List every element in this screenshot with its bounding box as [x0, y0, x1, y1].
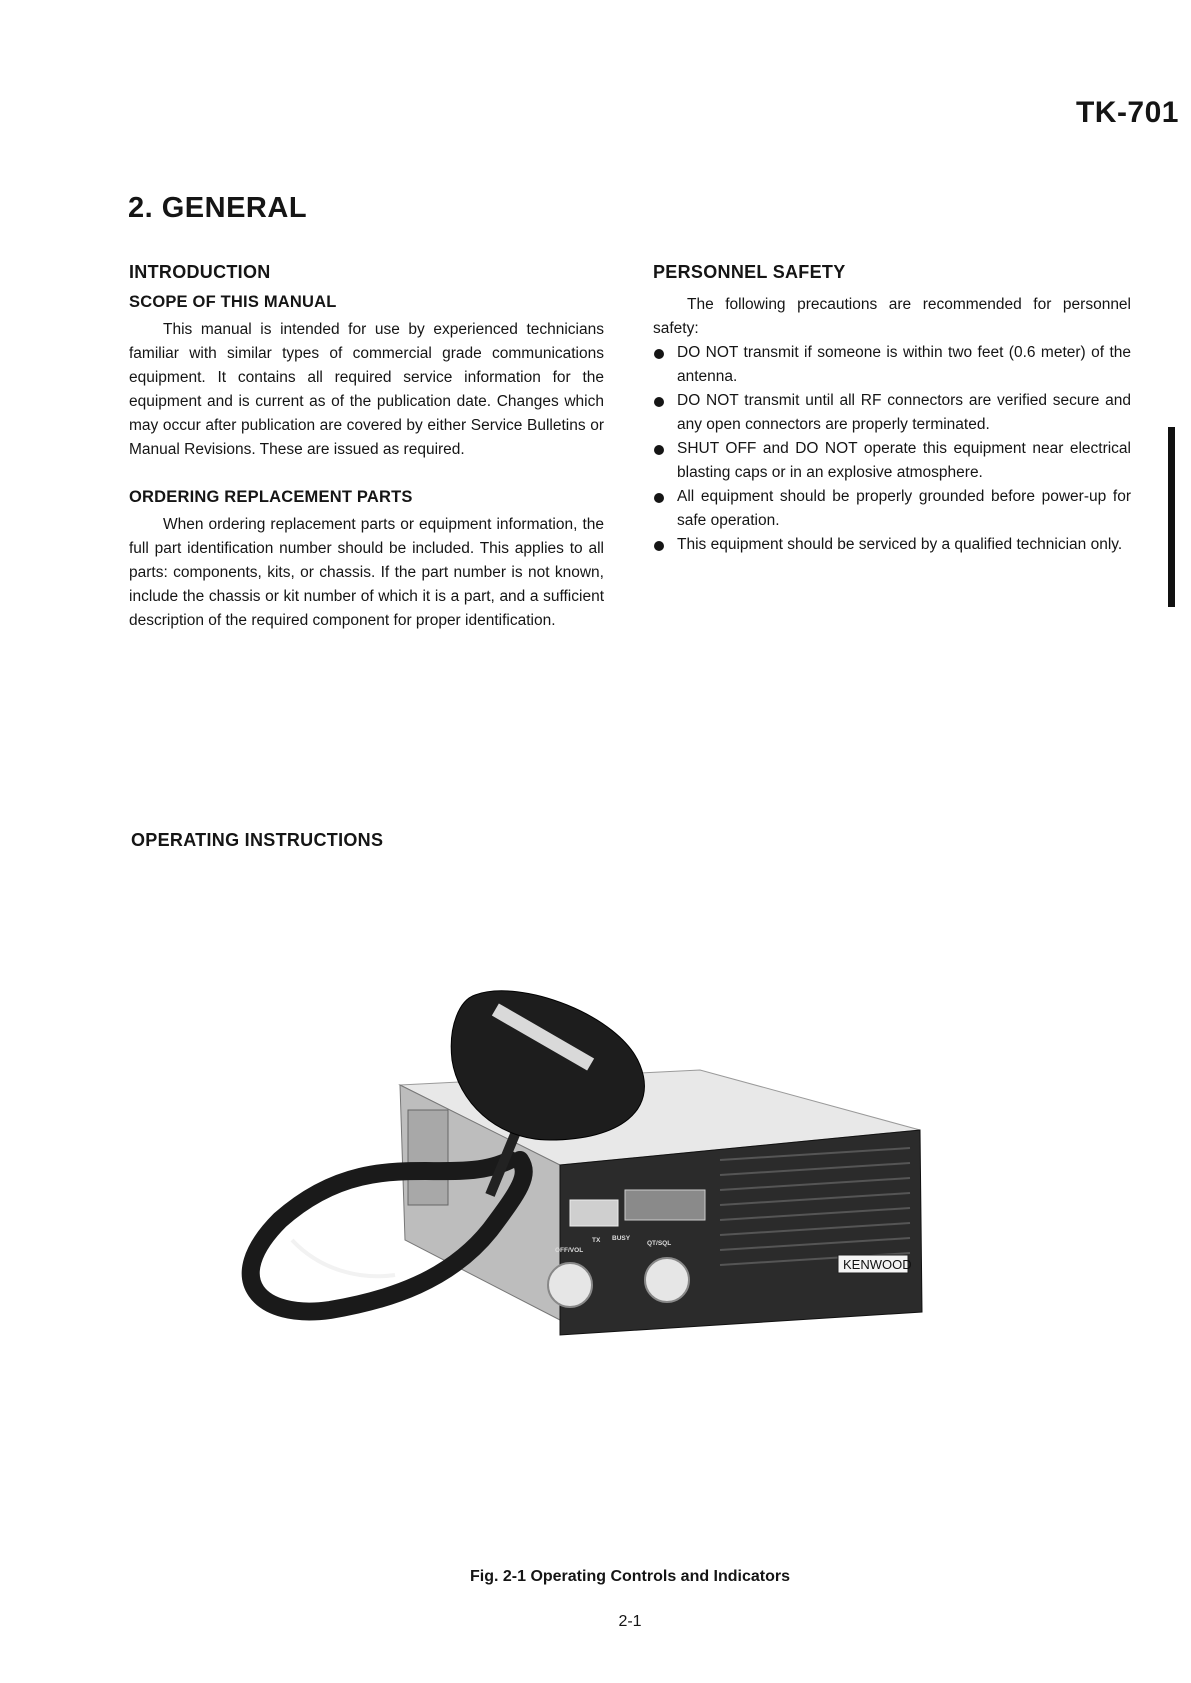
safety-list — [653, 341, 1131, 557]
tx-label: TX — [592, 1237, 601, 1244]
display-window — [625, 1190, 705, 1220]
safety-intro: The following precautions are recommended for personnel safety: — [653, 296, 1131, 337]
list-item: DO NOT transmit until all RF connectors are verified secure and any open connectors are properly terminated. — [653, 389, 1131, 437]
ordering-paragraph: When ordering replacement parts or equipment information, the full part identification number should be included. This applies to all parts: components, kits, or chassis. If the part number is not known, include the chassis or kit number of which it is a part, and a sufficient description of the required component for proper identification. — [129, 516, 604, 629]
qt-sql-knob — [645, 1258, 689, 1302]
off-vol-knob — [548, 1263, 592, 1307]
channel-window — [570, 1200, 618, 1226]
section-title: 2. GENERAL — [128, 192, 308, 224]
list-item: SHUT OFF and DO NOT operate this equipment near electrical blasting caps or in an explosive atmosphere. — [653, 437, 1131, 485]
page-number: 2-1 — [618, 1613, 642, 1630]
scope-heading: SCOPE OF THIS MANUAL — [129, 293, 337, 311]
revision-change-bar — [1168, 427, 1175, 607]
list-item: This equipment should be serviced by a qualified technician only. — [653, 533, 1131, 557]
qt-sql-label: QT/SQL — [647, 1240, 672, 1247]
off-vol-label: OFF/VOL — [555, 1247, 584, 1254]
left-column — [129, 262, 604, 633]
front-panel — [560, 1130, 922, 1335]
brand-label: KENWOOD — [843, 1257, 912, 1272]
radio-figure — [220, 990, 940, 1410]
safety-heading: PERSONNEL SAFETY — [653, 262, 846, 282]
busy-label: BUSY — [612, 1235, 631, 1242]
model-number: TK-701 — [1075, 96, 1179, 129]
scope-paragraph: This manual is intended for use by experienced technicians familiar with similar types of commercial grade communications equipment. It contains all required service information for the equipment and is current as of the publication date. Changes which may occur after publication are covered by either Service Bulletins or Manual Revisions. These are issued as required. — [129, 321, 604, 458]
list-item: All equipment should be properly grounded before power-up for safe operation. — [653, 485, 1131, 533]
list-item: DO NOT transmit if someone is within two feet (0.6 meter) of the antenna. — [653, 341, 1131, 389]
right-column — [653, 262, 1131, 557]
radio-illustration — [220, 990, 940, 1410]
figure-caption: Fig. 2-1 Operating Controls and Indicators — [469, 1568, 791, 1585]
ordering-heading: ORDERING REPLACEMENT PARTS — [129, 488, 413, 506]
operating-heading: OPERATING INSTRUCTIONS — [131, 830, 384, 850]
mount-bracket — [408, 1110, 448, 1205]
cord-highlight — [292, 1240, 395, 1276]
introduction-heading: INTRODUCTION — [129, 262, 271, 282]
